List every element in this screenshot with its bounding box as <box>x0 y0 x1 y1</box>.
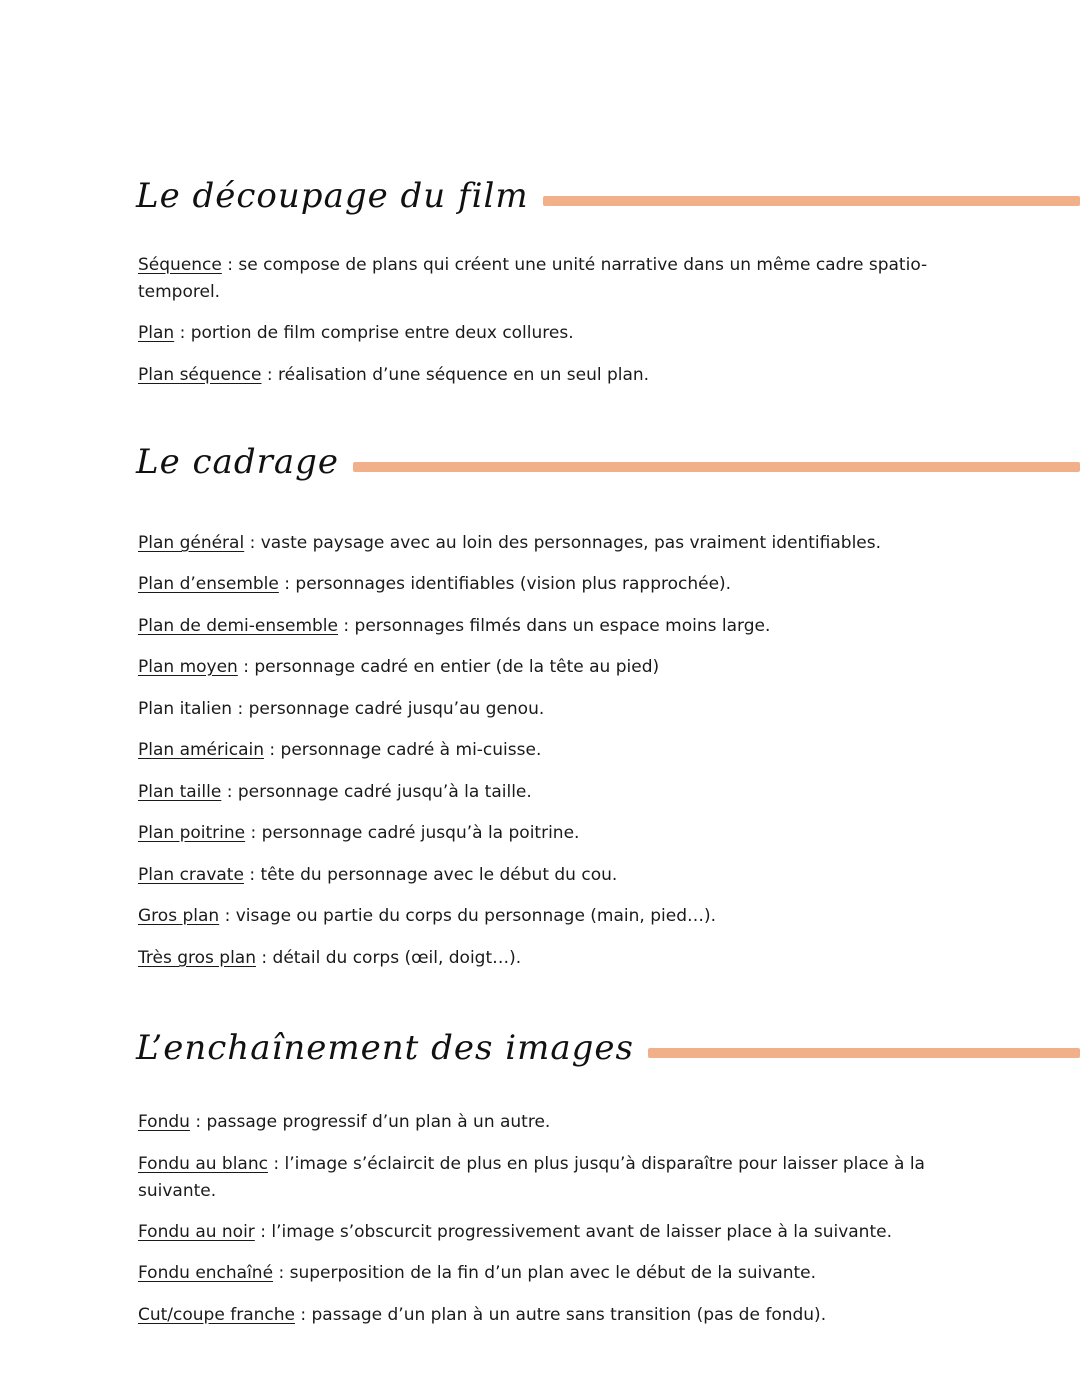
accent-rule <box>543 196 1080 206</box>
term: Plan taille <box>138 782 222 802</box>
separator: : <box>261 365 279 385</box>
term: Plan de demi-ensemble <box>138 616 338 636</box>
term: Plan poitrine <box>138 823 246 843</box>
definition: personnage cadré jusqu’à la taille. <box>237 782 532 802</box>
accent-rule <box>648 1048 1080 1058</box>
definition-line <box>138 654 938 680</box>
definition: personnages filmés dans un espace moins large. <box>354 616 771 636</box>
separator: : <box>294 1305 312 1325</box>
term: Fondu enchaîné <box>138 1263 274 1283</box>
definition: portion de film comprise entre deux collures. <box>190 323 574 343</box>
term: Gros plan <box>138 906 220 926</box>
definition: détail du corps (œil, doigt…). <box>272 948 522 968</box>
definition: l’image s’éclaircit de plus en plus jusqu’à disparaître pour laisser place à la <box>284 1154 925 1174</box>
term: Fondu au blanc <box>138 1154 268 1174</box>
accent-rule <box>353 462 1080 472</box>
term: Séquence <box>138 255 222 275</box>
term: Plan américain <box>138 740 264 760</box>
term: Plan cravate <box>138 865 244 885</box>
definition: superposition de la fin d’un plan avec le début de la suivante. <box>289 1263 817 1283</box>
definition-continuation: temporel. <box>138 282 221 302</box>
heading: L’enchaînement des images <box>136 1028 634 1068</box>
separator: : <box>256 948 273 968</box>
definition-line <box>138 1302 938 1328</box>
separator: : <box>243 865 261 885</box>
section-title-enchainement <box>136 1028 1080 1068</box>
definition-line <box>138 1151 938 1177</box>
term: Très gros plan <box>138 948 256 968</box>
heading: Le cadrage <box>136 442 339 482</box>
term: Cut/coupe franche <box>138 1305 295 1325</box>
section-title-decoupage <box>136 176 1080 216</box>
definition-line <box>138 1260 938 1286</box>
separator: : <box>221 782 238 802</box>
separator: : <box>273 1263 290 1283</box>
separator: : <box>189 1112 207 1132</box>
definition: tête du personnage avec le début du cou. <box>260 865 618 885</box>
definition-line <box>138 530 938 556</box>
definition-line <box>138 779 938 805</box>
definition: passage progressif d’un plan à un autre. <box>206 1112 551 1132</box>
definition: l’image s’obscurcit progressivement avant de laisser place à la suivante. <box>271 1222 892 1242</box>
term: Plan moyen <box>138 657 238 677</box>
definition-continuation: suivante. <box>138 1181 217 1201</box>
definition-line <box>138 945 938 971</box>
definition: réalisation d’une séquence en un seul plan. <box>278 365 650 385</box>
term: Plan <box>138 323 175 343</box>
definition-line <box>138 820 938 846</box>
definition: personnage cadré jusqu’à la poitrine. <box>261 823 580 843</box>
definition-line <box>138 862 938 888</box>
heading: Le découpage du film <box>136 176 529 216</box>
section-title-cadrage <box>136 442 1080 482</box>
definition-line <box>138 362 938 388</box>
definition-line <box>138 252 938 278</box>
definition-line <box>138 903 938 929</box>
separator: : <box>245 823 262 843</box>
separator: : <box>219 906 236 926</box>
separator: : <box>221 255 239 275</box>
term: Plan d’ensemble <box>138 574 279 594</box>
separator: : <box>263 740 281 760</box>
definition-line <box>138 1219 938 1245</box>
definition: visage ou partie du corps du personnage (main, pied…). <box>235 906 717 926</box>
definition-line <box>138 320 938 346</box>
separator: : <box>267 1154 285 1174</box>
separator: : <box>254 1222 272 1242</box>
definition-line <box>138 613 938 639</box>
definition: personnage cadré à mi-cuisse. <box>280 740 542 760</box>
term: Plan général <box>138 533 245 553</box>
definition: vaste paysage avec au loin des personnages, pas vraiment identifiables. <box>260 533 882 553</box>
separator: : <box>174 323 191 343</box>
separator: : <box>337 616 355 636</box>
definition: passage d’un plan à un autre sans transition (pas de fondu). <box>311 1305 827 1325</box>
term: Fondu au noir <box>138 1222 255 1242</box>
separator: : <box>244 533 261 553</box>
definition: personnages identifiables (vision plus rapprochée). <box>295 574 732 594</box>
separator: : <box>278 574 296 594</box>
separator: : <box>237 657 255 677</box>
definition: se compose de plans qui créent une unité narrative dans un même cadre spatio- <box>238 255 928 275</box>
definition-line <box>138 737 938 763</box>
term: Fondu <box>138 1112 190 1132</box>
definition-line: Plan italien : personnage cadré jusqu’au genou. <box>138 699 545 719</box>
definition-line <box>138 571 938 597</box>
definition: personnage cadré en entier (de la tête au pied) <box>254 657 660 677</box>
definition-line <box>138 1109 938 1135</box>
term: Plan séquence <box>138 365 262 385</box>
